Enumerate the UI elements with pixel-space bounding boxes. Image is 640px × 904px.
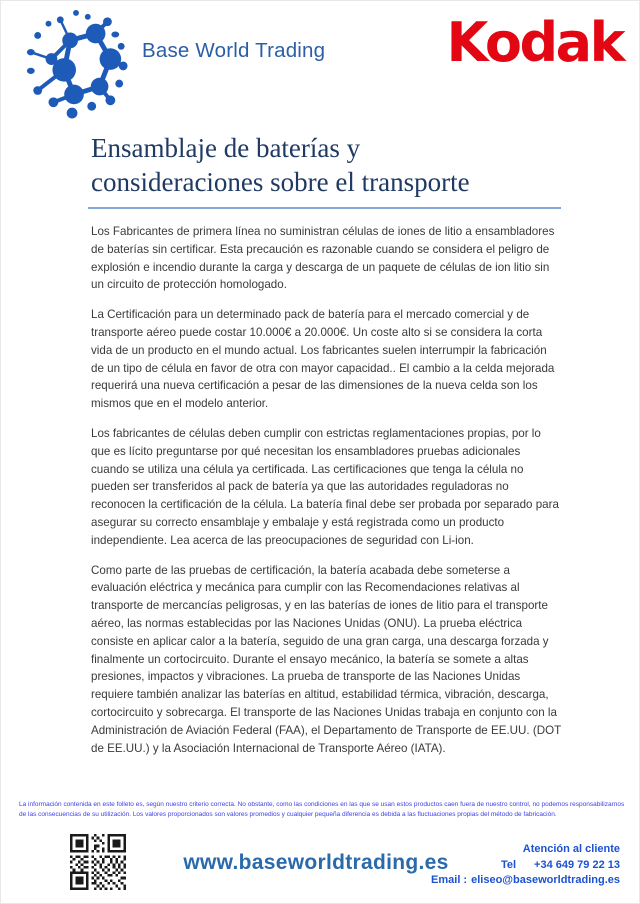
kodak-logo: Kodak <box>446 11 623 74</box>
page-title-line-1: Ensamblaje de baterías y <box>91 133 361 163</box>
legal-disclaimer-text: La información contenida en este folleto es, según nuestro criterio correcta. No obstante, como las condiciones en las que se usan estos productos caen fuera de nuestro control, no podemos responsabilizarnos de las consecuencias de su utilización. Los valores proporcionados son valores promedios y cualquier pequeña diferencia es debida a las fluctuaciones propias del método de fabricación. <box>19 801 625 818</box>
paragraph-4: Como parte de las pruebas de certificación, la batería acabada debe someterse a evaluación eléctrica y mecánica para cumplir con las Recomendaciones relativas al transporte de mercancías peligrosas, y en las baterías de iones de litio para el transporte aéreo, las normas establecidas por las Naciones Unidas (ONU). La prueba eléctrica consiste en aplicar calor a la batería, seguido de una gran carga, una descarga forzada y finalmente un cortocircuito. Durante el ensayo mecánico, la batería se somete a altas presiones, impactos y vibraciones. La prueba de transporte de las Naciones Unidas requiere también analizar las baterías en altitud, estabilidad térmica, vibración, descarga, cortocircuito y sobrecarga. El transporte de las Naciones Unidas trabaja en conjunto con la Administración de Aviación Federal (FAA), el Departamento de Transporte de EE.UU. (DOT de EE.UU.) y la Asociación Internacional de Transporte Aéreo (IATA). <box>91 563 561 755</box>
network-globe-icon <box>21 5 131 119</box>
qr-code-icon <box>70 834 126 890</box>
tel-label: Tel <box>500 858 517 871</box>
paragraph-1: Los Fabricantes de primera línea no suministran células de iones de litio a ensambladores de baterías sin certificar. Esta precaución es razonable cuando se considera el peligro de explosión e incendio durante la carga y descarga de un paquete de células de ion litio sin un circuito de protección homologado. <box>91 225 555 292</box>
customer-service-block <box>431 842 620 889</box>
paragraph-2: La Certificación para un determinado pack de batería para el mercado comercial y de transporte aéreo puede costar 10.000€ a 20.000€. Un coste alto si se considera la corta vida de un producto en el mundo actual. Los fabricantes suelen interrumpir la fabricación de un tipo de célula en favor de otra con mayor capacidad.. El cambio a la celda mejorada requerirá una nueva certificación a pesar de las dimensiones de la nueva celda son los mismos que en el modelo anterior. <box>91 308 555 411</box>
website-link[interactable]: www.baseworldtrading.es <box>183 851 449 874</box>
page-title-line-2: consideraciones sobre el transporte <box>91 167 470 197</box>
email-label: Email : <box>431 874 468 886</box>
tel-number: +34 649 79 22 13 <box>534 858 620 871</box>
article <box>91 131 561 757</box>
customer-service-heading: Atención al cliente <box>522 843 620 855</box>
email-row <box>431 873 620 889</box>
page-title <box>91 131 561 199</box>
paragraph-3: Los fabricantes de células deben cumplir con estrictas reglamentaciones propias, por lo que es lícito preguntarse por qué necesitan los ensambladores pruebas adicionales cuando se utiliza una célula ya certificada. Las certificaciones que tenga la célula no pueden ser transferidos al pack de batería ya que las autoridades reguladoras no reconocen la certificación de la célula. La batería final debe ser probada por separado para asegurar su correcto ensamblaje y embalaje y está registrada como un producto independiente. Lea acerca de las preocupaciones de seguridad con Li-ion. <box>91 426 559 547</box>
brand-name: Base World Trading <box>142 39 326 62</box>
tel-row <box>431 858 620 874</box>
email-address[interactable]: eliseo@baseworldtrading.es <box>471 874 620 886</box>
title-underline-divider <box>88 207 561 209</box>
